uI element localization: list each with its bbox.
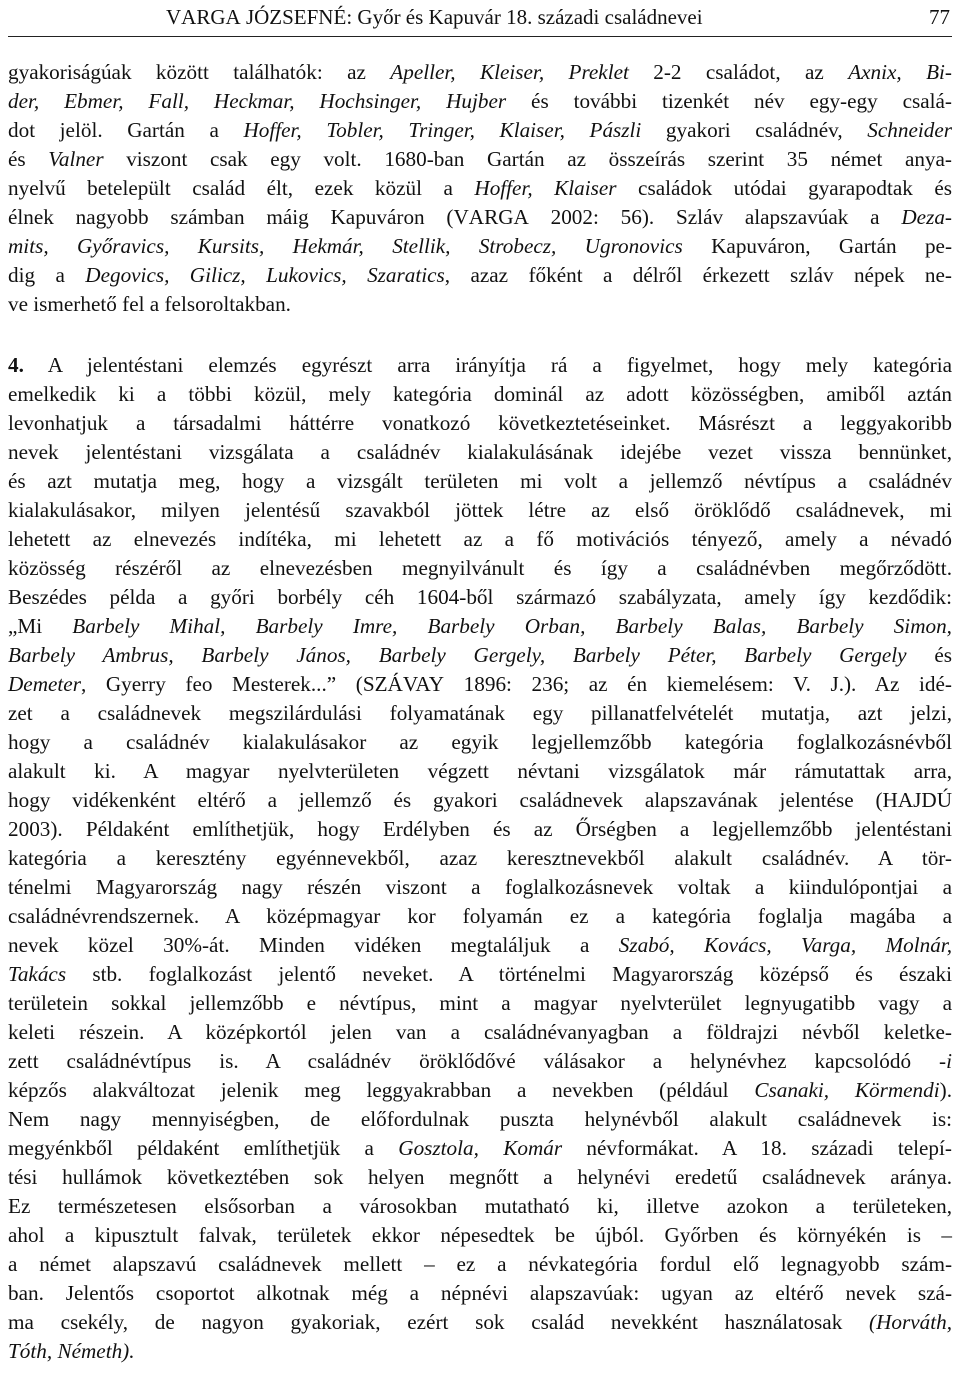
running-header — [8, 2, 952, 32]
running-title: VARGA JÓZSEFNÉ: Győr és Kapuvár 18. századi családnevei — [166, 5, 703, 29]
page-number: 77 — [929, 5, 950, 29]
article-body — [8, 58, 952, 1366]
paragraph-german-slav-names: gyakoriságúak között találhatók: az Apeller, Kleiser, Preklet 2-2 családot, az Axnix, Bi- der, Ebmer, Fall, Heckmar, Hochsinger, Hujber és további tizenkét név egy-egy csalá- dot jelöl. Gartán a Hoffer, Tobler, Tringer, Klaiser, Pászli gyakori családnév, Schneider és Valner viszont csak egy volt. 1680-ban Gartán az összeírás szerint 35 német anya- nyelvű betelepült család élt, ezek közül a Hoffer, Klaiser családok utódai gyarapodtak és élnek nagyobb számban máig Kapuváron (VARGA 2002: 56). Szláv alapszavúak a Deza- mits, Győravics, Kursits, Hekmár, Stellik, Strobecz, Ugronovics Kapuváron, Gartán pe- dig a Degovics, Gilicz, Lukovics, Szaratics, azaz főként a délről érkezett szláv népek ne- ve ismerhető fel a felsoroltakban. — [8, 60, 953, 316]
section-number: 4. — [8, 353, 24, 377]
paragraph-section-4: 4. A jelentéstani elemzés egyrészt arra irányítja rá a figyelmet, hogy mely kategória emelkedik ki a többi közül, mely kategória dominál az adott közösségben, amiből aztán levonhatjuk a társadalmi háttérre vonatkozó következtetéseinket. Másrészt a leggyakoribb nevek jelentéstani vizsgálata a családnév kialakulásának idejébe vezet vissza bennünket, és azt mutatja meg, hogy a vizsgált területen mi volt a jellemző névtípus a családnév kialakulásakor, milyen jelentésű szavakból jöttek létre az első öröklődő családnevek, mi lehetett az elnevezés indítéka, mi lehetett az a fő motivációs tényező, amely a névadó közösség részéről az elnevezésben megnyilvánult és így a családnévben megőrződött. Beszédes példa a győri borbély céh 1604-ből származó szabályzata, amely így kezdődik: „Mi Barbely Mihal, Barbely Imre, Barbely Orban, Barbely Balas, Barbely Simon, Barbely Ambrus, Barbely János, Barbely Gergely, Barbely Péter, Barbely Gergely és Demeter, Gyerry feo Mesterek...” (SZÁVAY 1896: 236; az én kiemelésem: V. J.). Az idé- zet a családnevek megszilárdulási folyamatának egy pillanatfelvételét mutatja, azt jelzi, hogy a családnév kialakulásakor az egyik legjellemzőbb kategória foglalkozásnévből alakult ki. A magyar nyelvterületen végzett névtani vizsgálatok már rámutattak arra, hogy vidékenként eltérő a jellemző és gyakori családnevek alapszavának jelentése (HAJDÚ 2003). Példaként említhetjük, hogy Erdélyben és az Őrségben a legjellemzőbb jelentéstani kategória a keresztény egyénnevekből, azaz keresztnevekből alakult családnév. A tör- ténelmi Magyarország nagy részén viszont a foglalkozásnevek voltak a kiindulópontjai a családnévrendszernek. A középmagyar kor folyamán ez a kategória foglalja magába a nevek közel 30%-át. Minden vidéken megtaláljuk a Szabó, Kovács, Varga, Molnár, Takács stb. foglalkozást jelentő neveket. A történelmi Magyarország középső és északi területein sokkal jellemzőbb e névtípus, mint a magyar nyelvterület legnyugatibb vagy a keleti részein. A középkortól jelen van a családnévanyagban a földrajzi névből keletke- zett családnévtípus is. A családnév öröklődővé válásakor a helynévhez kapcsolódó -i képzős alakváltozat jelenik meg leggyakrabban a nevekben (például Csanaki, Körmendi). Nem nagy mennyiségben, de előfordulnak puszta helynévből alakult családnevek is: megyénkből példaként említhetjük a Gosztola, Komár névformákat. A 18. századi telepí- tési hullámok következtében sok helyen megnőtt a helynévi eredetű családnevek aránya. Ez természetesen elsősorban a városokban mutatható ki, illetve azokon a területeken, ahol a kipusztult falvak, területek ekkor népesedtek be újból. Győrben és környékén is – a német alapszavú családnevek mellett – ez a névkategória fordul elő legnagyobb szám- ban. Jelentős csoportot alkotnak még a népnévi alapszavúak: ugyan az eltérő nevek szá- ma csekély, de nagyon gyakoriak, ezért sok család nevekként használatosak (Horváth, Tóth, Németh). — [8, 353, 952, 1363]
header-rule — [8, 36, 952, 37]
